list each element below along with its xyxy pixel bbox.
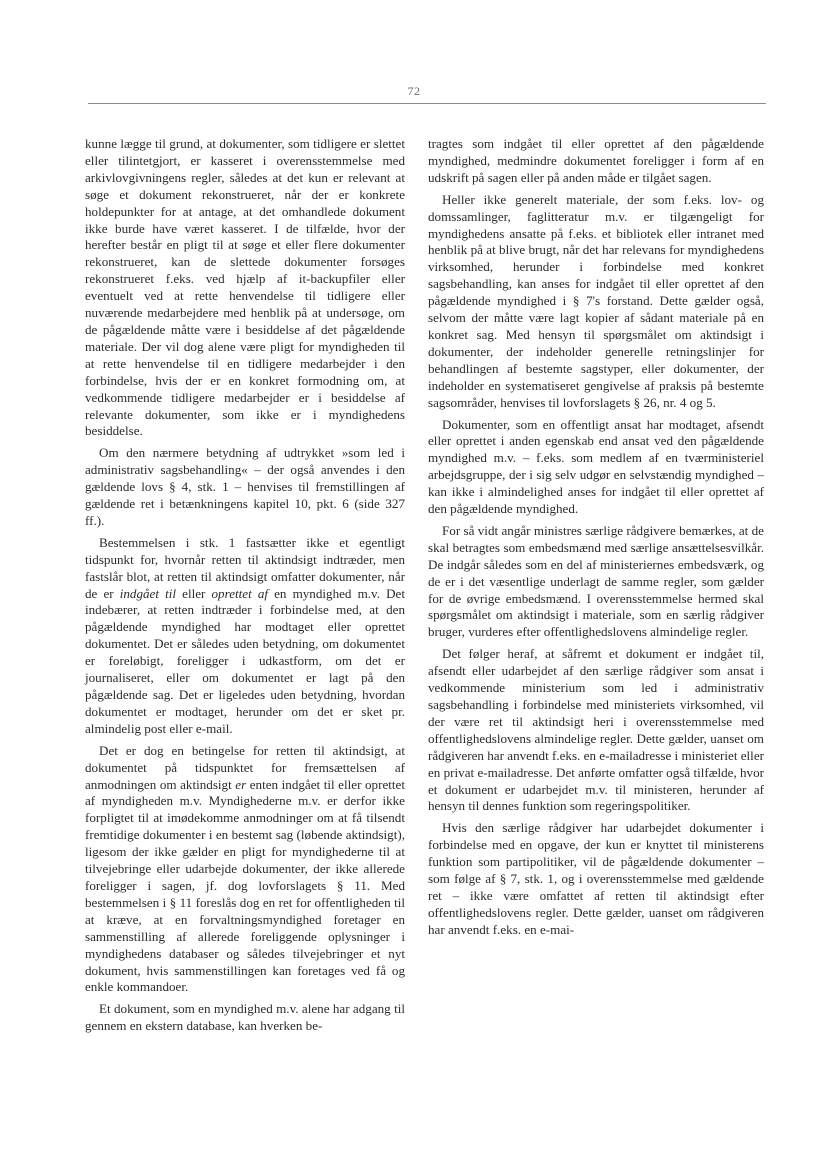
header-rule: [88, 103, 766, 104]
emphasis-text: oprettet af: [211, 585, 269, 601]
paragraph: Det følger heraf, at såfremt et dokument er indgået til, afsendt eller udarbejdet af den særlige rådgiver som ansat i vedkommende ministerium som led i administrativ sagsbehandling i forbindelse med ministeriets virksomhed, vil der være ret til aktindsigt heri i overensstemmelse med offentlighedslovens almindelige regler. Dette gælder, uanset om rådgiveren har anvendt f.eks. en e-mailadresse i ministeriet eller en privat e-mailadresse. Det anførte omfatter også tilfælde, hvor et dokument er udarbejdet m.v. til ministeren, herunder af hensyn til dennes funktion som regeringspolitiker.: [428, 646, 764, 814]
text-run: enten indgået til eller oprettet af myndigheden m.v. Myndighederne m.v. er derfor ikke forpligtet til at imødekomme anmodninger om at få tilsendt fremtidige dokumenter i en bestemt sag (løbende aktindsigt), ligesom der ikke gælder en pligt for myndighederne til at tilvejebringe eller udarbejde dokumenter, der ikke allerede foreligger i sagen, jf. dog lovforslagets § 11. Med bestemmelsen i § 11 foreslås dog en ret for offentligheden til at kræve, at en forvaltningsmyndighed foretager en sammenstilling af allerede foreliggende oplysninger i myndighedens databaser og således tilvejebringer et nyt dokument, hvis sammenstillingen kan foretages ved få og enkle kommandoer.: [85, 776, 405, 995]
paragraph: Et dokument, som en myndighed m.v. alene har adgang til gennem en ekstern database, kan hverken be-: [85, 1001, 405, 1034]
paragraph: For så vidt angår ministres særlige rådgivere bemærkes, at de skal betragtes som embedsmænd med særlige ansættelsesvilkår. De indgår således som en del af ministeriernes embedsværk, og de er i det væsentlige underlagt de samme regler, som gælder for de øvrige embedsmænd. I overensstemmelse hermed skal spørgsmålet om aktindsigt i materiale, som en særlig rådgiver bruger, vurderes efter offentlighedslovens almindelige regler.: [428, 522, 764, 640]
right-column: [428, 136, 764, 944]
paragraph: kunne lægge til grund, at dokumenter, som tidligere er slettet eller tilintetgjort, er kasseret i overensstemmelse med arkivlovgivningens regler, således at det kun er relevant at søge et dokument rekonstrueret, når der er konkrete holdepunkter for at antage, at det omhandlede dokument ikke burde have været kasseret. I de tilfælde, hvor der herefter består en pligt til at søge et eller flere dokumenter rekonstrueret, kan de slettede dokumenter forsøges rekonstrueret f.eks. ved hjælp af it-backupfiler eller eventuelt ved at rette henvendelse til tidligere eller nuværende medarbejdere med henblik på at undersøge, om de pågældende måtte være i besiddelse af det pågældende materiale. Der vil dog alene være pligt for myndigheden til at rette henvendelse til en tidligere medarbejder i den forbindelse, hvis der er en konkret formodning om, at vedkommende tidligere medarbejder er i besiddelse af relevante dokumenter, som ikke er i myndighedens besiddelse.: [85, 136, 405, 439]
text-run: Det er dog en betingelse for retten til aktindsigt, at dokumentet på tidspunktet for fremsættelsen af anmodningen om aktindsigt: [85, 742, 405, 792]
text-run: en myndighed m.v. Det indebærer, at retten indtræder i forbindelse med, at den pågældende myndighed har modtaget eller oprettet dokumentet. Det er således uden betydning, om dokumentet er foreløbigt, foreligger i udkastform, om det er journaliseret, eller om dokumentet er lagt på den pågældende sag. Det er ligeledes uden betydning, hvordan dokumentet er modtaget, herunder om det er sket pr. almindelig post eller e-mail.: [85, 585, 406, 736]
text-run: Bestemmelsen i stk. 1 fastsætter ikke et egentligt tidspunkt for, hvornår retten til aktindsigt indtræder, men fastslår blot, at retten til aktindsigt omfatter dokumenter, når de er: [85, 534, 405, 601]
paragraph: [85, 535, 405, 738]
paragraph: Dokumenter, som en offentligt ansat har modtaget, afsendt eller oprettet i anden egenskab end ansat ved den pågældende myndighed m.v. – f.eks. som medlem af en tværministeriel arbejdsgruppe, der i sig selv udgør en selvstændig myndighed – kan ikke i almindelighed anses for indgået til eller oprettet af den pågældende myndighed.: [428, 416, 764, 517]
paragraph: Heller ikke generelt materiale, der som f.eks. lov- og domssamlinger, faglitteratur m.v. er tilgængeligt for myndighedens ansatte på f.eks. et bibliotek eller intranet med henblik på at blive brugt, når det har relevans for myndighedens virksomhed, herunder i forbindelse med konkret sagsbehandling, kan anses for indgået til eller oprettet af den pågældende myndighed i § 7's forstand. Dette gælder også, selvom der måtte være lagt kopier af sådant materiale på en konkret sag. Med hensyn til spørgsmålet om aktindsigt i dokumenter, der indeholder generelle retningslinjer for behandlingen af bestemte sagstyper, eller dokumenter, der indeholder en systematiseret gengivelse af praksis på bestemte sagsområder, henvises til lovforslagets § 26, nr. 4 og 5.: [428, 191, 764, 410]
page-number: 72: [407, 84, 421, 98]
paragraph: tragtes som indgået til eller oprettet af den pågældende myndighed, medmindre dokumentet foreligger i form af en udskrift på sagen eller på anden måde er tilgået sagen.: [428, 136, 764, 185]
paragraph: [85, 743, 405, 997]
emphasis-text: indgået til: [119, 585, 177, 601]
emphasis-text: er: [235, 776, 247, 792]
paragraph: Om den nærmere betydning af udtrykket »som led i administrativ sagsbehandling« – der også anvendes i den gældende lovs § 4, stk. 1 – henvises til fremstillingen af gældende ret i betænkningens kapitel 10, pkt. 6 (side 327 ff.).: [85, 445, 405, 528]
text-run: eller: [176, 585, 212, 601]
left-column: [85, 136, 405, 1040]
paragraph: Hvis den særlige rådgiver har udarbejdet dokumenter i forbindelse med en opgave, der kun er knyttet til ministerens funktion som partipolitiker, vil de pågældende dokumenter – som følge af § 7, stk. 1, og i overensstemmelse med gældende ret – ikke være omfattet af retten til aktindsigt efter offentlighedslovens regler. Dette gælder, uanset om rådgiveren har anvendt f.eks. en e-mai-: [428, 820, 764, 937]
